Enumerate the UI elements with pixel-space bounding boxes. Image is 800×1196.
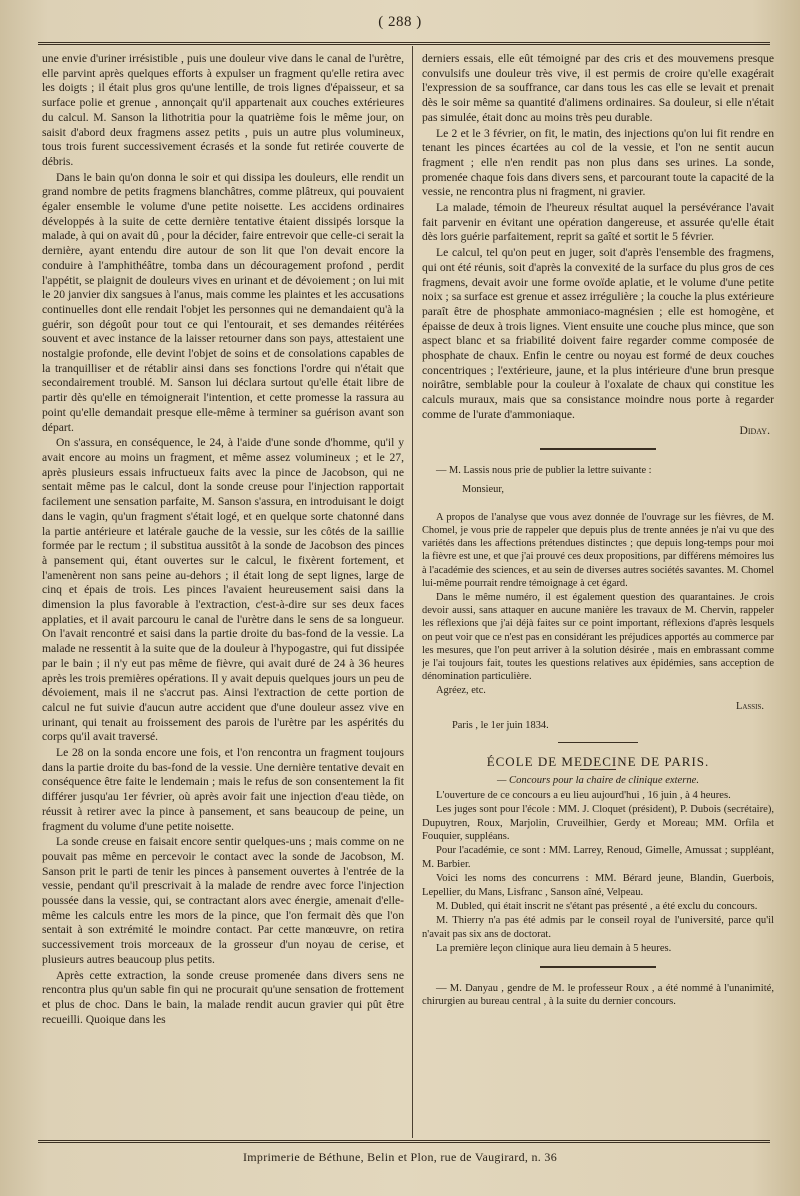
left-paragraph-1: une envie d'uriner irrésistible , puis une douleur vive dans le canal de l'urètre, elle parvint après quelques efforts à expulser un fragment qu'elle retira avec les doigts ; il était plus gros qu'une lentille, de trois lignes d'épaisseur, et sa surface polie et grenue , annonçait qu'il appartenait aux couches extérieures du calcul. M. Sanson la lithotritia pour la quatrième fois le même jour, on saisit d'abord deux fragmens assez petits , puis un autre plus volumineux, tous trois furent successivement écrasés et la sonde fut retirée couverte de débris. <box>42 52 404 168</box>
danyau-notice: — M. Danyau , gendre de M. le professeur Roux , a été nommé à l'unanimité, chirurgien au bureau central , à la suite du dernier concours. <box>422 982 774 1008</box>
school-paragraph-7: La première leçon clinique aura lieu demain à 5 heures. <box>436 943 672 955</box>
left-paragraph-6: Après cette extraction, la sonde creuse promenée dans divers sens ne rencontra plus qu'un sable fin qui ne procurait qu'une sensation de frottement et plus de choc. Dans le bain, la malade rendit aucun gravier qui pût être recueilli. Quoique dans les <box>42 968 404 1026</box>
page-number: ( 288 ) <box>378 14 422 30</box>
letter-paragraph-2: Dans le même numéro, il est également question des quarantaines. Je crois devoir aussi, sans attaquer en aucune manière les travaux de M. Chervin, rappeler les réflexions que j'ai déjà faites sur ce point important, réflexions d'après lesquels on peut voir que ce n'est pas en considérant les préjudices apportés au commerce par les mesures, que l'on peut arriver à la solution désirée , mais en embrassant comme je l'ai toujours fait, toutes les questions relatives aux épidémies, sans acception de dénomination particulière. <box>422 591 774 683</box>
school-section <box>422 755 774 956</box>
section-separator <box>558 742 638 743</box>
left-paragraph-5: La sonde creuse en faisait encore sentir quelques-uns ; mais comme on ne pouvait pas même en percevoir le contact avec la sonde de Jacobson, M. Sanson prit le parti de tenir les pinces à pansement ouvertes à l'entrée de la vessie, pendant qu'il prescrivait à la malade de rendre avec force l'injection poussée dans la vessie, qui, se contractant alors avec énergie, amenait d'elle-même les calculs entre les mors de la pince, que l'on fermait dès que l'on sentait à son extrémité le moindre contact. Par cette manœuvre, on retira successivement trois morceaux de la grosseur d'un noyau de cerise, et plusieurs autres beaucoup plus petits. <box>42 835 404 966</box>
letter-salutation: Monsieur, <box>462 484 505 496</box>
column-divider <box>412 46 413 1138</box>
letter-intro: — M. Lassis nous prie de publier la lettre suivante : <box>436 465 652 477</box>
right-paragraph-1: derniers essais, elle eût témoigné par des cris et des mouvemens presque convulsifs une douleur très vive, il est permis de croire qu'elle exagérait l'expression de sa souffrance, car dans tous les cas elle se levait et prenait dès le soir même sa quantité d'alimens ordinaires. Sa douleur, si elle n'était pas simulée, était donc au moins très peu durable. <box>422 52 774 124</box>
right-column <box>422 52 774 1136</box>
article-signature: Diday. <box>739 423 770 437</box>
section-separator <box>540 448 656 450</box>
left-paragraph-3: On s'assura, en conséquence, le 24, à l'aide d'une sonde d'homme, qu'il y avait encore au moins un fragment, et même assez volumineux ; et le 27, après plusieurs essais infructueux faits avec la pince de Jacobson, qui ne sentait même pas le calcul, dont la sonde creuse pour l'injection rapportait facilement une sensation parfaite, M. Sanson s'assura, en introduisant le doigt dans le vagin, qu'un fragment s'était logé, et en quelque sorte chatonné dans la partie antérieure et latérale gauche de la vessie, sur les côtés de la saillie formée par le rectum ; il substitua aussitôt à la sonde de Jacobson des pinces à pansement qui, étant ouvertes sur le calcul, le fixèrent fortement, et l'amenèrent non sans peine au-dehors ; il était long de sept lignes, large de cinq et épais de trois. Les pinces l'avaient heureusement saisi dans la dimension la plus favorable à l'extraction, c'est-à-dire sur ses deux faces applaties, et il avait parcouru le canal de l'urètre dans le sens de sa longueur. On l'avait rencontré et saisi dans la partie droite du bas-fond de la vessie. La malade ne ressentit à la suite que de la douleur à l'hypogastre, qui fut dissipée par le bain ; il n'y eut pas même de fièvre, qui avait duré de 24 à 36 heures après les trois premières opérations. Il y avait depuis quelques jours un peu de dévoiement, mais il ne s'accrut pas. Ainsi l'extraction de cette portion de calcul ne fut suivie d'aucun autre accident que d'une douleur assez vive en urinant, qui tenait au froissement des parois de l'urètre par les aspérités du corps qu'il avait traversé. <box>42 436 404 744</box>
school-paragraph-6: M. Thierry n'a pas été admis par le conseil royal de l'université, parce qu'il n'avait pas six ans de doctorat. <box>422 915 774 940</box>
right-paragraph-4: Le calcul, tel qu'on peut en juger, soit d'après l'ensemble des fragmens, qui ont été réunis, soit d'après la convexité de la surface du plus gros de ces fragmens, devait avoir une forme ovoïde aplatie, et le volume d'une petite noix ; sa surface est grenue et assez irrégulière ; la couche la plus extérieure paraît être de phosphate ammoniaco-magnésien ; elle est homogène, et épaisse de deux à trois lignes. Vient ensuite une couche plus mince, que son aspect blanc et sa friabilité doivent faire regarder comme composée de phosphate de chaux. Enfin le centre ou noyau est formé de deux couches concentriques ; l'extérieure, jaune, et la plus intérieure d'une brun presque noirâtre, semblable pour la couleur à l'oxalate de chaux qui constitue les calculs muraux, mais que sa consistance moindre nous porte à regarder comme de l'urate d'ammoniaque. <box>422 246 774 421</box>
bottom-rule <box>38 1140 770 1143</box>
top-rule <box>38 42 770 45</box>
left-column <box>42 52 404 1136</box>
left-paragraph-4: Le 28 on la sonda encore une fois, et l'on rencontra un fragment toujours dans la partie droite du bas-fond de la vessie. Une dernière tentative devait en conséquence être faite le lendemain ; mais le refus de son consentement la fit différer jusqu'au 1er février, où après avoir fait une injection d'eau tiède, on réussit à retirer avec la pince à pansement, et sans beaucoup de peine, un fragment du volume d'une petite noisette. <box>42 746 404 833</box>
school-title: ÉCOLE DE MEDECINE DE PARIS. <box>486 753 710 769</box>
section-separator <box>540 966 656 968</box>
school-paragraph-2: Les juges sont pour l'école : MM. J. Cloquet (président), P. Dubois (secrétaire), Dupuytren, Roux, Marjolin, Cruveilhier, Gerdy et Moreau; MM. Orfila et Fouquier, suppléans. <box>422 804 774 842</box>
printer-imprint: Imprimerie de Béthune, Belin et Plon, rue de Vaugirard, n. 36 <box>242 1150 557 1164</box>
letter-section <box>422 464 774 732</box>
letter-closing: Agréez, etc. <box>436 685 486 697</box>
letter-date: Paris , le 1er juin 1834. <box>452 719 549 731</box>
left-paragraph-2: Dans le bain qu'on donna le soir et qui dissipa les douleurs, elle rendit un grand nombre de petits fragmens blanchâtres, comme plâtreux, qui pouvaient égaler ensemble le volume d'une petite noisette. Les accidens ordinaires développés à la suite de cette dernière tentative étaient dissipés lorsque la malade, à qui on avait dû , pour la décider, faire entrevoir que celle-ci serait la dernière, ayant entendu dire autour de son lit que l'on devait encore la conduire à l'amphithéâtre, tomba dans un découragement profond , perdit l'appétit, se plaignit de douleurs vives en urinant et de dévoiement ; on lui mit le 20 janvier dix sangsues à l'anus, mais comme les plaintes et les accusations continuelles dont elle rendait l'objet les personnes qui ne demandaient qu'à la guérir, son dégoût pour tout ce qui l'entourait, et ses demandes réitérées souvent et avec instance de la laisser retourner dans son pays, attestaient une nostalgie profonde, elle devint l'objet de soins et de consolations capables de la tranquilliser et de rétablir ainsi dans ses fonctions l'ordre qui n'était que secondairement troublé. M. Sanson lui déclara surtout qu'elle était libre de partir dès qu'elle en témoignerait l'intention, et cette promesse la rassura au point qu'elle demandait presque elle-même à terminer sa guérison avant son départ. <box>42 170 404 434</box>
letter-paragraph-1: A propos de l'analyse que vous avez donnée de l'ouvrage sur les fièvres, de M. Chomel, je vous prie de rappeler que depuis plus de trente années je n'ai vu que des variétés dans les affections prétendues distinctes ; que depuis long-temps pour moi la fièvre est une, et que j'ai prouvé ces deux propositions, par différens mémoires lus à l'académie des sciences, et au sein de diverses autres sociétés savantes. M. Chomel lui-même pourrait rendre témoignage à cet égard. <box>422 511 774 589</box>
school-paragraph-5: M. Dubled, qui était inscrit ne s'étant pas présenté , a été exclu du concours. <box>436 901 758 912</box>
school-paragraph-3: Pour l'académie, ce sont : MM. Larrey, Renoud, Gimelle, Amussat ; suppléant, M. Barbier. <box>422 845 774 870</box>
right-paragraph-2: Le 2 et le 3 février, on fit, le matin, des injections qu'on lui fit rendre en tenant les pinces écartées au col de la vessie, et l'on ne sentit aucun fragment ; elle n'en rendit pas non plus dans ses urines. La sonde, promenée chaque fois dans divers sens, et parcourant toute la capacité de la vessie, ne rencontra plus ni fragment, ni gravier. <box>422 126 774 199</box>
right-paragraph-3: La malade, témoin de l'heureux résultat auquel la persévérance l'avait fait parvenir en évitant une opération dangereuse, et assurée qu'elle était dès lors guérie parfaitement, reprit sa gaîté et sortit le 5 février. <box>422 201 774 244</box>
school-paragraph-1: L'ouverture de ce concours a eu lieu aujourd'hui , 16 juin , à 4 heures. <box>436 789 731 801</box>
school-subtitle: — Concours pour la chaire de clinique externe. <box>496 775 700 787</box>
school-paragraph-4: Voici les noms des concurrens : MM. Bérard jeune, Blandin, Guerbois, Lepellier, du Mans, Lisfranc , Sanson aîné, Velpeau. <box>422 873 774 898</box>
title-rule <box>580 769 616 770</box>
letter-signature: Lassis. <box>735 700 764 712</box>
